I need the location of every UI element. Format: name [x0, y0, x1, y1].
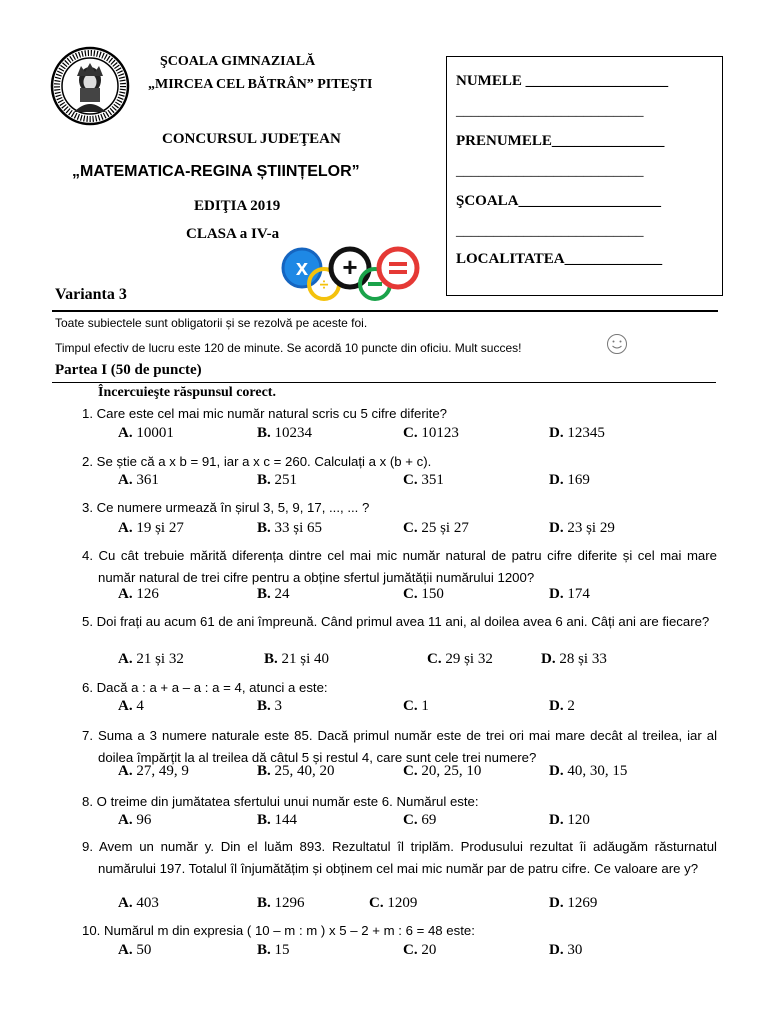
question-10-option-c[interactable]	[403, 942, 436, 959]
question-1-option-b[interactable]	[257, 425, 312, 442]
option-letter: B.	[257, 812, 271, 828]
option-value: 24	[274, 586, 290, 602]
contest-title: CONCURSUL JUDEŢEAN	[162, 131, 341, 147]
variant-label: Varianta 3	[55, 286, 127, 303]
option-value: 30	[567, 942, 583, 958]
option-value: 251	[274, 472, 298, 488]
school-blank-line[interactable]: _________________________	[456, 223, 644, 239]
option-letter: D.	[549, 586, 564, 602]
option-letter: C.	[403, 763, 418, 779]
option-letter: A.	[118, 812, 133, 828]
option-letter: C.	[403, 942, 418, 958]
svg-text:+: +	[342, 252, 358, 282]
question-6-option-a[interactable]	[118, 698, 144, 715]
svg-text:÷: ÷	[319, 277, 329, 294]
question-9-option-b[interactable]	[257, 895, 305, 912]
question-6-option-c[interactable]	[403, 698, 429, 715]
option-letter: A.	[118, 586, 133, 602]
option-value: 403	[136, 895, 159, 911]
option-value: 20, 25, 10	[421, 763, 482, 779]
school-field[interactable]: ŞCOALA___________________	[456, 193, 662, 209]
option-value: 25, 40, 20	[274, 763, 335, 779]
option-letter: A.	[118, 698, 133, 714]
option-value: 1296	[274, 895, 305, 911]
option-value: 150	[421, 586, 444, 602]
option-letter: B.	[257, 698, 271, 714]
option-letter: B.	[257, 586, 271, 602]
option-letter: D.	[549, 520, 564, 536]
part-divider	[52, 382, 716, 383]
question-5-option-a[interactable]	[118, 651, 184, 668]
option-value: 23 și 29	[567, 520, 615, 536]
question-7-option-b[interactable]	[257, 763, 335, 780]
question-9-option-a[interactable]	[118, 895, 159, 912]
question-7-option-a[interactable]	[118, 763, 189, 780]
question-3-option-b[interactable]	[257, 520, 322, 537]
option-value: 50	[136, 942, 152, 958]
question-10-option-a[interactable]	[118, 942, 151, 959]
part-title: Partea I (50 de puncte)	[55, 362, 202, 378]
option-value: 12345	[567, 425, 605, 441]
option-letter: C.	[403, 698, 418, 714]
option-letter: D.	[549, 812, 564, 828]
question-2-option-a[interactable]	[118, 472, 159, 489]
intro-line-2: Timpul efectiv de lucru este 120 de minute. Se acordă 10 puncte din oficiu. Mult succes!	[55, 341, 522, 355]
surname-field[interactable]: PRENUMELE_______________	[456, 133, 665, 149]
option-letter: B.	[257, 763, 271, 779]
question-9-text: 9. Avem un număr y. Din el luăm 893. Rezultatul îl triplăm. Produsului rezultat îi adăugăm răsturnatul numărului 197. Totalul îl înjumătățim și obținem cel mai mic număr par de patru cifre. Ce valoare are y?	[82, 839, 717, 876]
option-letter: D.	[549, 425, 564, 441]
question-4-option-c[interactable]	[403, 586, 444, 603]
option-letter: A.	[118, 425, 133, 441]
option-value: 33 și 65	[274, 520, 323, 536]
instruction-text: Încercuieşte răspunsul corect.	[98, 385, 276, 400]
question-6-option-b[interactable]	[257, 698, 282, 715]
option-letter: C.	[403, 586, 418, 602]
option-value: 1	[421, 698, 429, 714]
question-1-option-d[interactable]	[549, 425, 605, 442]
question-7-text: 7. Suma a 3 numere naturale este 85. Dacă primul număr este de trei ori mai mare decât al treilea, iar al doilea împărțit la al treilea dă câtul 5 și restul 4, care sunt cele trei numere?	[82, 728, 717, 765]
question-5-option-b[interactable]	[264, 651, 329, 668]
smiley-icon	[606, 333, 628, 355]
option-value: 29 și 32	[445, 651, 493, 667]
option-letter: A.	[118, 520, 133, 536]
option-value: 20	[421, 942, 437, 958]
question-2-option-c[interactable]	[403, 472, 444, 489]
grade-label: CLASA a IV-a	[186, 226, 280, 242]
question-5-option-d[interactable]	[541, 651, 607, 668]
question-4-option-a[interactable]	[118, 586, 159, 603]
option-value: 28 și 33	[559, 651, 607, 667]
question-3-option-a[interactable]	[118, 520, 184, 537]
edition-label: EDIŢIA 2019	[194, 198, 281, 214]
option-letter: C.	[403, 520, 418, 536]
option-letter: D.	[549, 698, 564, 714]
option-letter: B.	[257, 520, 271, 536]
option-letter: C.	[403, 812, 418, 828]
question-6-text: 6. Dacă a : a + a – a : a = 4, atunci a este:	[82, 680, 328, 695]
option-value: 10123	[421, 425, 459, 441]
option-value: 2	[567, 698, 575, 714]
option-value: 351	[421, 472, 444, 488]
option-value: 120	[567, 812, 590, 828]
option-letter: C.	[427, 651, 442, 667]
option-letter: D.	[549, 763, 564, 779]
option-value: 96	[136, 812, 152, 828]
question-2-option-b[interactable]	[257, 472, 297, 489]
contest-subtitle: „MATEMATICA-REGINA ȘTIINȚELOR”	[72, 163, 360, 180]
surname-blank-line[interactable]: _________________________	[456, 163, 644, 179]
option-value: 27, 49, 9	[136, 763, 189, 779]
question-7-option-d[interactable]	[549, 763, 627, 780]
name-field[interactable]: NUMELE ___________________	[456, 73, 669, 89]
header-divider	[52, 310, 718, 312]
option-letter: D.	[541, 651, 556, 667]
option-value: 144	[274, 812, 298, 828]
option-letter: A.	[118, 472, 133, 488]
question-10-option-b[interactable]	[257, 942, 290, 959]
question-4-text: 4. Cu cât trebuie mărită diferența dintre cel mai mic număr natural de patru cifre diferite și cel mai mare număr natural de trei cifre pentru a obține sfertul jumătății numărului 1200?	[82, 548, 717, 585]
question-8-option-c[interactable]	[403, 812, 436, 829]
option-value: 1209	[387, 895, 418, 911]
question-3-option-c[interactable]	[403, 520, 469, 537]
school-subname: „MIRCEA CEL BĂTRÂN” PITEŞTI	[148, 77, 373, 92]
question-8-option-a[interactable]	[118, 812, 151, 829]
question-1-option-a[interactable]	[118, 425, 174, 442]
option-value: 4	[136, 698, 144, 714]
option-value: 69	[421, 812, 437, 828]
option-value: 1269	[567, 895, 598, 911]
option-letter: A.	[118, 651, 133, 667]
svg-text:x: x	[295, 255, 309, 280]
option-value: 21 și 40	[281, 651, 330, 667]
school-seal-icon	[50, 46, 130, 126]
question-2-text: 2. Se știe că a x b = 91, iar a x c = 260. Calculați a x (b + c).	[82, 454, 432, 469]
question-5-option-c[interactable]	[427, 651, 493, 668]
option-letter: D.	[549, 942, 564, 958]
option-letter: B.	[257, 425, 271, 441]
question-2-option-d[interactable]	[549, 472, 590, 489]
option-value: 3	[274, 698, 283, 714]
option-letter: C.	[403, 472, 418, 488]
option-value: 19 și 27	[136, 520, 184, 536]
option-letter: B.	[264, 651, 278, 667]
option-letter: D.	[549, 472, 564, 488]
question-1-text: 1. Care este cel mai mic număr natural scris cu 5 cifre diferite?	[82, 406, 447, 421]
name-blank-line[interactable]: _________________________	[456, 103, 644, 119]
option-value: 174	[567, 586, 590, 602]
option-value: 126	[136, 586, 159, 602]
math-operation-rings-icon	[280, 244, 420, 304]
option-value: 10234	[274, 425, 313, 441]
question-4-option-b[interactable]	[257, 586, 290, 603]
city-field[interactable]: LOCALITATEA_____________	[456, 251, 663, 267]
option-value: 15	[274, 942, 290, 958]
option-letter: C.	[403, 425, 418, 441]
question-3-text: 3. Ce numere urmează în șirul 3, 5, 9, 17, ..., ... ?	[82, 500, 370, 515]
question-7-option-c[interactable]	[403, 763, 481, 780]
question-5-text: 5. Doi frați au acum 61 de ani împreună. Când primul avea 11 ani, al doilea avea 6 ani. Câți ani are fiecare?	[82, 614, 710, 629]
option-value: 169	[567, 472, 590, 488]
option-letter: A.	[118, 942, 133, 958]
question-6-option-d[interactable]	[549, 698, 575, 715]
option-value: 40, 30, 15	[567, 763, 628, 779]
question-4-option-d[interactable]	[549, 586, 590, 603]
option-letter: B.	[257, 472, 271, 488]
option-letter: B.	[257, 895, 271, 911]
question-8-option-b[interactable]	[257, 812, 297, 829]
option-letter: A.	[118, 895, 133, 911]
school-name: ŞCOALA GIMNAZIALĂ	[160, 54, 316, 69]
option-letter: D.	[549, 895, 564, 911]
question-10-option-d[interactable]	[549, 942, 582, 959]
option-value: 10001	[136, 425, 174, 441]
question-3-option-d[interactable]	[549, 520, 615, 537]
question-8-option-d[interactable]	[549, 812, 590, 829]
question-10-text: 10. Numărul m din expresia ( 10 – m : m ) x 5 – 2 + m : 6 = 48 este:	[82, 923, 475, 938]
option-letter: A.	[118, 763, 133, 779]
option-value: 361	[136, 472, 159, 488]
option-letter: B.	[257, 942, 271, 958]
intro-line-1: Toate subiectele sunt obligatorii și se rezolvă pe aceste foi.	[55, 316, 368, 330]
option-value: 25 și 27	[421, 520, 469, 536]
option-letter: C.	[369, 895, 384, 911]
option-value: 21 și 32	[136, 651, 184, 667]
question-1-option-c[interactable]	[403, 425, 459, 442]
question-9-option-c[interactable]	[369, 895, 417, 912]
question-9-option-d[interactable]	[549, 895, 597, 912]
question-8-text: 8. O treime din jumătatea sfertului unui număr este 6. Numărul este:	[82, 794, 479, 809]
student-info-box	[446, 56, 723, 296]
